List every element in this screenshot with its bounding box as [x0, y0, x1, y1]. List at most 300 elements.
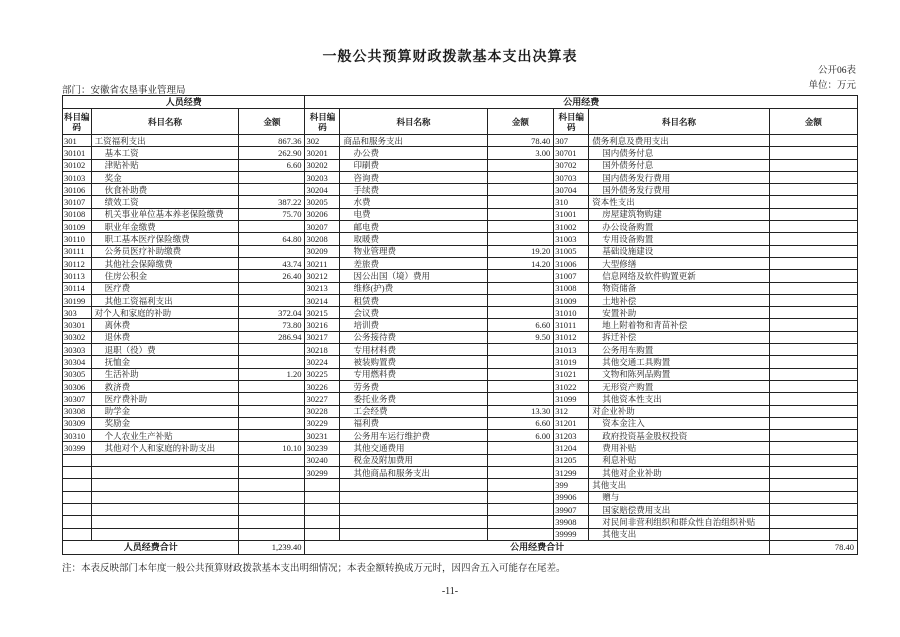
- cell-amount: [487, 307, 554, 319]
- table-row: [63, 233, 858, 245]
- table-row: [63, 184, 858, 196]
- cell-amount: 73.80: [239, 319, 305, 331]
- table-row: [63, 270, 858, 282]
- cell-name: 差旅费: [340, 257, 487, 269]
- cell-code: 30299: [305, 467, 340, 479]
- cell-name: 其他对企业补助: [589, 467, 769, 479]
- cell-amount: [769, 528, 857, 540]
- cell-code: 31022: [554, 380, 589, 392]
- cell-code: [63, 516, 92, 528]
- cell-name: 国内债务付息: [589, 147, 769, 159]
- cell-name: 邮电费: [340, 221, 487, 233]
- cell-name: 离休费: [91, 319, 239, 331]
- cell-name: 生活补助: [91, 368, 239, 380]
- cell-amount: [769, 417, 857, 429]
- cell-amount: [487, 344, 554, 356]
- cell-amount: [769, 491, 857, 503]
- cell-code: 30206: [305, 208, 340, 220]
- cell-name: 国外债务付息: [589, 159, 769, 171]
- cell-amount: [769, 356, 857, 368]
- table-row: [63, 171, 858, 183]
- cell-name: 对企业补助: [589, 405, 769, 417]
- cell-code: 303: [63, 307, 92, 319]
- cell-amount: [487, 380, 554, 392]
- cell-name: 专用燃料费: [340, 368, 487, 380]
- cell-name: 物业管理费: [340, 245, 487, 257]
- cell-name: [340, 516, 487, 528]
- department-label: 部门：安徽省农垦事业管理局: [62, 86, 186, 96]
- cell-name: 工资福利支出: [91, 135, 239, 147]
- cell-amount: 1.20: [239, 368, 305, 380]
- cell-code: 30304: [63, 356, 92, 368]
- cell-code: 31005: [554, 245, 589, 257]
- table-row: [63, 405, 858, 417]
- cell-name: 福利费: [340, 417, 487, 429]
- expenditure-table: [62, 95, 858, 555]
- cell-code: 31021: [554, 368, 589, 380]
- cell-code: 30102: [63, 159, 92, 171]
- cell-name: 基础设施建设: [589, 245, 769, 257]
- cell-name: 其他工资福利支出: [91, 294, 239, 306]
- cell-name: 住房公积金: [91, 270, 239, 282]
- table-row: [63, 380, 858, 392]
- cell-name: 助学金: [91, 405, 239, 417]
- cell-code: [63, 479, 92, 491]
- cell-amount: [769, 442, 857, 454]
- cell-name: 职工基本医疗保险缴费: [91, 233, 239, 245]
- cell-amount: [239, 479, 305, 491]
- cell-amount: 387.22: [239, 196, 305, 208]
- cell-amount: [487, 294, 554, 306]
- cell-amount: [769, 405, 857, 417]
- cell-name: 其他对个人和家庭的补助支出: [91, 442, 239, 454]
- cell-amount: [487, 233, 554, 245]
- cell-code: 31012: [554, 331, 589, 343]
- cell-code: 30110: [63, 233, 92, 245]
- column-header-code: 科目编码: [305, 109, 340, 135]
- cell-amount: 10.10: [239, 442, 305, 454]
- table-row: [63, 503, 858, 515]
- cell-code: 30112: [63, 257, 92, 269]
- cell-code: 30305: [63, 368, 92, 380]
- cell-code: 30113: [63, 270, 92, 282]
- column-header-code: 科目编码: [554, 109, 589, 135]
- cell-code: 30213: [305, 282, 340, 294]
- cell-amount: [769, 221, 857, 233]
- cell-name: 公务用车购置: [589, 344, 769, 356]
- cell-amount: [769, 467, 857, 479]
- cell-amount: [487, 368, 554, 380]
- cell-name: 维修(护)费: [340, 282, 487, 294]
- cell-code: [305, 491, 340, 503]
- cell-amount: [239, 491, 305, 503]
- cell-code: 30703: [554, 171, 589, 183]
- column-header-amount: 金额: [239, 109, 305, 135]
- cell-code: 30229: [305, 417, 340, 429]
- cell-amount: [487, 159, 554, 171]
- cell-code: 30199: [63, 294, 92, 306]
- cell-amount: [769, 135, 857, 147]
- cell-amount: 26.40: [239, 270, 305, 282]
- cell-amount: [769, 503, 857, 515]
- cell-name: 手续费: [340, 184, 487, 196]
- cell-name: [91, 467, 239, 479]
- cell-name: 医疗费: [91, 282, 239, 294]
- cell-name: 商品和服务支出: [340, 135, 487, 147]
- table-row: [63, 221, 858, 233]
- table-row: [63, 479, 858, 491]
- cell-name: 债务利息及费用支出: [589, 135, 769, 147]
- cell-code: 31099: [554, 393, 589, 405]
- cell-name: 取暖费: [340, 233, 487, 245]
- cell-code: 30103: [63, 171, 92, 183]
- cell-name: 被装购置费: [340, 356, 487, 368]
- cell-amount: [239, 184, 305, 196]
- cell-amount: [769, 430, 857, 442]
- cell-amount: [487, 479, 554, 491]
- cell-code: 30307: [63, 393, 92, 405]
- cell-code: 31201: [554, 417, 589, 429]
- table-row: [63, 159, 858, 171]
- cell-name: 利息补贴: [589, 454, 769, 466]
- footnote: 注：本表反映部门本年度一般公共预算财政拨款基本支出明细情况；本表金额转换成万元时，因四舍五入可能存在尾差。: [62, 564, 566, 574]
- cell-name: 其他资本性支出: [589, 393, 769, 405]
- cell-name: [340, 503, 487, 515]
- cell-amount: [487, 196, 554, 208]
- cell-code: 30202: [305, 159, 340, 171]
- cell-code: 30228: [305, 405, 340, 417]
- cell-code: 399: [554, 479, 589, 491]
- table-body: [63, 135, 858, 541]
- cell-code: 31006: [554, 257, 589, 269]
- table-row: [63, 245, 858, 257]
- table-row: [63, 368, 858, 380]
- table-row: [63, 257, 858, 269]
- table-row: [63, 442, 858, 454]
- cell-name: 安置补助: [589, 307, 769, 319]
- cell-amount: 6.60: [239, 159, 305, 171]
- cell-amount: [487, 221, 554, 233]
- cell-amount: [487, 467, 554, 479]
- cell-code: 301: [63, 135, 92, 147]
- cell-amount: [769, 393, 857, 405]
- cell-code: 30106: [63, 184, 92, 196]
- cell-code: 31010: [554, 307, 589, 319]
- group-header-row: [63, 96, 858, 109]
- cell-amount: 372.04: [239, 307, 305, 319]
- cell-code: 30231: [305, 430, 340, 442]
- cell-name: [91, 528, 239, 540]
- cell-code: 30227: [305, 393, 340, 405]
- cell-code: 30207: [305, 221, 340, 233]
- cell-name: 津贴补贴: [91, 159, 239, 171]
- cell-name: 其他商品和服务支出: [340, 467, 487, 479]
- cell-amount: [769, 184, 857, 196]
- cell-amount: [769, 294, 857, 306]
- cell-name: [91, 479, 239, 491]
- cell-name: 文物和陈列品购置: [589, 368, 769, 380]
- cell-code: 30239: [305, 442, 340, 454]
- cell-name: 公务用车运行维护费: [340, 430, 487, 442]
- cell-name: 国家赔偿费用支出: [589, 503, 769, 515]
- cell-name: 抚恤金: [91, 356, 239, 368]
- cell-name: 税金及附加费用: [340, 454, 487, 466]
- cell-amount: [487, 491, 554, 503]
- cell-code: 31009: [554, 294, 589, 306]
- cell-name: 其他交通工具购置: [589, 356, 769, 368]
- cell-name: 房屋建筑物购建: [589, 208, 769, 220]
- cell-code: 39999: [554, 528, 589, 540]
- cell-amount: 78.40: [487, 135, 554, 147]
- cell-amount: 286.94: [239, 331, 305, 343]
- cell-name: 医疗费补助: [91, 393, 239, 405]
- cell-code: 312: [554, 405, 589, 417]
- cell-code: 31011: [554, 319, 589, 331]
- cell-code: 30209: [305, 245, 340, 257]
- cell-code: 30107: [63, 196, 92, 208]
- cell-code: 30309: [63, 417, 92, 429]
- cell-amount: 43.74: [239, 257, 305, 269]
- cell-name: 办公设备购置: [589, 221, 769, 233]
- column-header-code: 科目编码: [63, 109, 92, 135]
- cell-code: 30702: [554, 159, 589, 171]
- cell-amount: [239, 171, 305, 183]
- cell-name: 劳务费: [340, 380, 487, 392]
- cell-code: 30214: [305, 294, 340, 306]
- table-row: [63, 282, 858, 294]
- cell-name: 工会经费: [340, 405, 487, 417]
- cell-name: 绩效工资: [91, 196, 239, 208]
- cell-code: 31019: [554, 356, 589, 368]
- cell-code: [63, 491, 92, 503]
- cell-name: 因公出国（境）费用: [340, 270, 487, 282]
- cell-amount: [239, 221, 305, 233]
- cell-code: [63, 528, 92, 540]
- cell-name: 大型修缮: [589, 257, 769, 269]
- table-row: [63, 417, 858, 429]
- cell-code: 30101: [63, 147, 92, 159]
- cell-code: 31001: [554, 208, 589, 220]
- cell-code: 30217: [305, 331, 340, 343]
- cell-name: 赠与: [589, 491, 769, 503]
- cell-name: 基本工资: [91, 147, 239, 159]
- cell-amount: [769, 307, 857, 319]
- cell-code: 30308: [63, 405, 92, 417]
- cell-code: 30303: [63, 344, 92, 356]
- table-row: [63, 294, 858, 306]
- cell-name: 土地补偿: [589, 294, 769, 306]
- column-header-name: 科目名称: [91, 109, 239, 135]
- cell-code: 30208: [305, 233, 340, 245]
- table-row: [63, 393, 858, 405]
- cell-amount: [487, 454, 554, 466]
- cell-amount: 9.50: [487, 331, 554, 343]
- cell-amount: [239, 380, 305, 392]
- cell-name: 专用材料费: [340, 344, 487, 356]
- cell-name: 个人农业生产补贴: [91, 430, 239, 442]
- column-header-amount: 金额: [487, 109, 554, 135]
- cell-name: 拆迁补偿: [589, 331, 769, 343]
- cell-name: 其他支出: [589, 528, 769, 540]
- cell-code: [305, 516, 340, 528]
- table-row: [63, 344, 858, 356]
- cell-name: 伙食补助费: [91, 184, 239, 196]
- cell-name: 政府投资基金股权投资: [589, 430, 769, 442]
- cell-code: 30114: [63, 282, 92, 294]
- cell-amount: 14.20: [487, 257, 554, 269]
- cell-code: 30302: [63, 331, 92, 343]
- cell-code: 310: [554, 196, 589, 208]
- table-row: [63, 528, 858, 540]
- page-title: 一般公共预算财政拨款基本支出决算表: [322, 50, 578, 65]
- cell-code: 31008: [554, 282, 589, 294]
- cell-name: 会议费: [340, 307, 487, 319]
- cell-amount: [769, 171, 857, 183]
- table-row: [63, 319, 858, 331]
- cell-name: 退休费: [91, 331, 239, 343]
- cell-name: [340, 528, 487, 540]
- cell-name: [340, 479, 487, 491]
- cell-amount: [769, 208, 857, 220]
- cell-amount: [239, 356, 305, 368]
- cell-code: 31013: [554, 344, 589, 356]
- cell-code: 30310: [63, 430, 92, 442]
- cell-amount: [239, 344, 305, 356]
- column-header-name: 科目名称: [589, 109, 769, 135]
- cell-amount: 64.80: [239, 233, 305, 245]
- cell-amount: [487, 442, 554, 454]
- totals-row: [63, 540, 858, 554]
- cell-name: 委托业务费: [340, 393, 487, 405]
- cell-amount: [487, 516, 554, 528]
- cell-amount: [769, 319, 857, 331]
- cell-amount: [239, 417, 305, 429]
- cell-code: 31203: [554, 430, 589, 442]
- cell-amount: [239, 454, 305, 466]
- cell-amount: [769, 245, 857, 257]
- cell-amount: [239, 503, 305, 515]
- cell-amount: [239, 528, 305, 540]
- cell-code: 30225: [305, 368, 340, 380]
- cell-code: 30226: [305, 380, 340, 392]
- cell-name: 印刷费: [340, 159, 487, 171]
- cell-code: 30218: [305, 344, 340, 356]
- cell-code: 30211: [305, 257, 340, 269]
- cell-name: 培训费: [340, 319, 487, 331]
- table-row: [63, 356, 858, 368]
- cell-code: [305, 528, 340, 540]
- cell-code: 30203: [305, 171, 340, 183]
- cell-code: 31205: [554, 454, 589, 466]
- cell-name: 退职（役）费: [91, 344, 239, 356]
- table-row: [63, 467, 858, 479]
- cell-amount: 867.36: [239, 135, 305, 147]
- cell-amount: [769, 479, 857, 491]
- cell-name: 无形资产购置: [589, 380, 769, 392]
- cell-amount: 262.90: [239, 147, 305, 159]
- cell-name: 其他社会保障缴费: [91, 257, 239, 269]
- cell-code: 39908: [554, 516, 589, 528]
- cell-code: 30108: [63, 208, 92, 220]
- cell-name: 信息网络及软件购置更新: [589, 270, 769, 282]
- cell-code: 30212: [305, 270, 340, 282]
- cell-name: 资本性支出: [589, 196, 769, 208]
- cell-amount: 6.60: [487, 319, 554, 331]
- cell-code: [63, 467, 92, 479]
- cell-code: [305, 479, 340, 491]
- cell-amount: [487, 393, 554, 405]
- cell-code: 30216: [305, 319, 340, 331]
- cell-amount: [239, 405, 305, 417]
- cell-name: 奖金: [91, 171, 239, 183]
- cell-name: 专用设备购置: [589, 233, 769, 245]
- cell-name: 办公费: [340, 147, 487, 159]
- cell-amount: [769, 344, 857, 356]
- cell-amount: [769, 257, 857, 269]
- cell-name: [91, 454, 239, 466]
- cell-name: 资本金注入: [589, 417, 769, 429]
- cell-amount: [769, 147, 857, 159]
- table-row: [63, 491, 858, 503]
- cell-amount: [487, 184, 554, 196]
- table-row: [63, 331, 858, 343]
- cell-code: 30205: [305, 196, 340, 208]
- cell-name: 物资储备: [589, 282, 769, 294]
- cell-name: 职业年金缴费: [91, 221, 239, 233]
- cell-code: 30301: [63, 319, 92, 331]
- cell-code: 30111: [63, 245, 92, 257]
- public-total-label: 公用经费合计: [305, 540, 769, 554]
- cell-amount: [769, 282, 857, 294]
- cell-amount: [769, 270, 857, 282]
- cell-code: [63, 503, 92, 515]
- cell-amount: [769, 159, 857, 171]
- cell-code: 30704: [554, 184, 589, 196]
- cell-amount: [487, 528, 554, 540]
- column-header-row: [63, 109, 858, 135]
- cell-code: 39907: [554, 503, 589, 515]
- cell-amount: [487, 503, 554, 515]
- cell-code: [63, 454, 92, 466]
- cell-code: 30215: [305, 307, 340, 319]
- cell-amount: [239, 516, 305, 528]
- cell-amount: 19.20: [487, 245, 554, 257]
- column-header-name: 科目名称: [340, 109, 487, 135]
- cell-name: 机关事业单位基本养老保险缴费: [91, 208, 239, 220]
- cell-name: 国外债务发行费用: [589, 184, 769, 196]
- cell-code: [305, 503, 340, 515]
- table-row: [63, 196, 858, 208]
- cell-code: 31002: [554, 221, 589, 233]
- cell-amount: [239, 245, 305, 257]
- table-row: [63, 208, 858, 220]
- cell-code: 30204: [305, 184, 340, 196]
- cell-code: 30701: [554, 147, 589, 159]
- cell-amount: [239, 467, 305, 479]
- cell-name: 奖励金: [91, 417, 239, 429]
- column-header-amount: 金额: [769, 109, 857, 135]
- cell-amount: [769, 368, 857, 380]
- cell-amount: 6.60: [487, 417, 554, 429]
- cell-amount: [769, 196, 857, 208]
- cell-name: 电费: [340, 208, 487, 220]
- cell-amount: 6.00: [487, 430, 554, 442]
- page-number: -11-: [441, 586, 459, 597]
- cell-amount: [239, 294, 305, 306]
- cell-code: 39906: [554, 491, 589, 503]
- cell-code: 30201: [305, 147, 340, 159]
- table-row: [63, 430, 858, 442]
